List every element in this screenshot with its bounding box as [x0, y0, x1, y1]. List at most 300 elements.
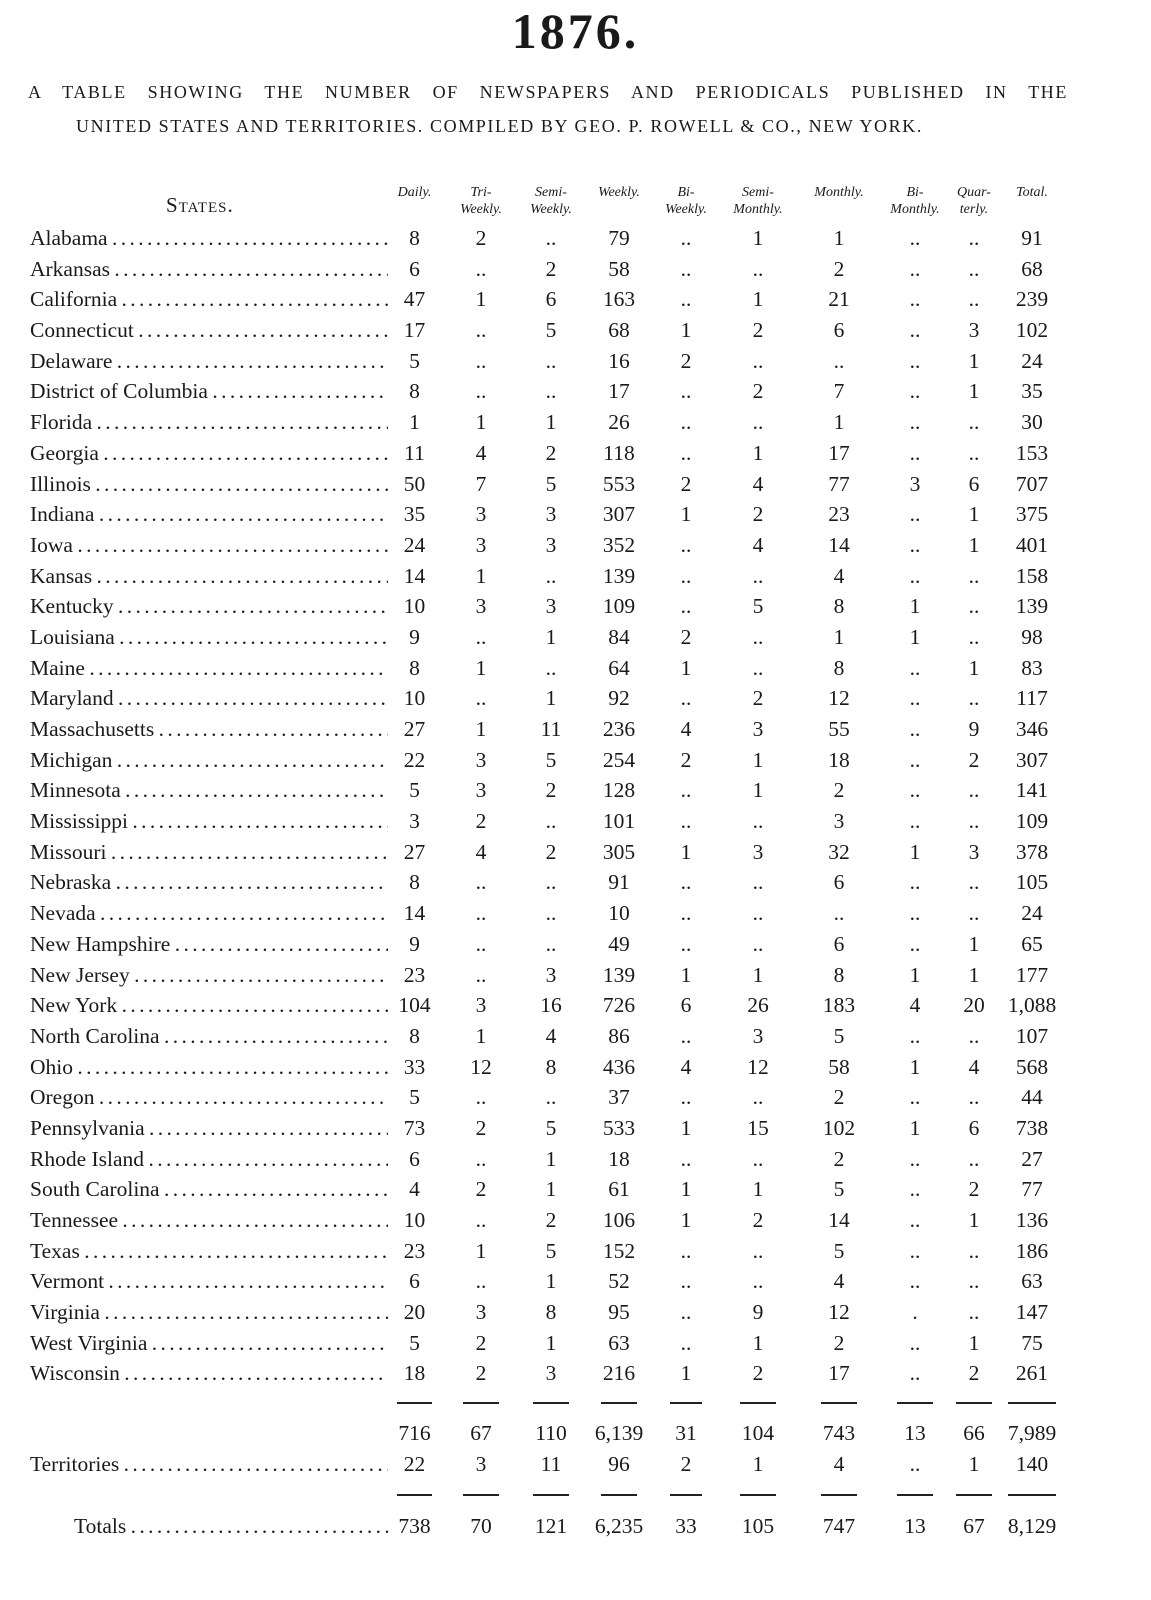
cell-col-6: 21: [828, 287, 850, 312]
cell-total: 153: [1015, 440, 1049, 465]
cell-total: 107: [1015, 1023, 1049, 1048]
cell-col-6: 55: [828, 717, 850, 741]
cell-col-0: 14: [403, 901, 426, 926]
cell-col-5: 3: [752, 839, 764, 864]
table-row: [0, 1174, 1151, 1205]
cell-total: 77: [1021, 1177, 1043, 1202]
cell-col-8: ..: [968, 1146, 980, 1171]
cell-col-7: 3: [909, 471, 921, 496]
cell-col-3: 52: [608, 1269, 630, 1294]
totals-row: [0, 1511, 1151, 1541]
cell-col-7: 1: [909, 1115, 921, 1140]
state-name: Delaware . . .: [30, 346, 388, 377]
cell-col-1: ..: [475, 686, 487, 711]
cell-col-7: ..: [909, 655, 921, 680]
cell-col-0: 104: [398, 993, 431, 1018]
cell-col-4: 31: [675, 1421, 697, 1445]
column-header: Semi- Monthly.: [733, 185, 783, 217]
cell-col-7: ..: [909, 1452, 921, 1476]
cell-col-8: 9: [968, 717, 980, 741]
rule-line: [1008, 1402, 1056, 1404]
cell-col-4: 2: [680, 624, 692, 649]
state-name: Rhode Island . . .: [30, 1144, 388, 1175]
table-row: [0, 469, 1151, 500]
cell-col-1: 3: [475, 747, 487, 772]
cell-total: 83: [1021, 655, 1043, 680]
cell-col-7: 1: [909, 839, 921, 864]
cell-col-2: 2: [545, 440, 557, 465]
cell-col-7: 1: [909, 1054, 921, 1079]
cell-col-8: 1: [968, 655, 980, 680]
cell-col-8: 1: [968, 348, 980, 373]
cell-col-5: 2: [752, 502, 764, 527]
cell-col-8: 1: [968, 379, 980, 404]
cell-col-3: 352: [602, 532, 636, 557]
state-name: Iowa . . .: [30, 530, 388, 561]
cell-col-6: 18: [828, 747, 850, 772]
table-row: [0, 837, 1151, 868]
cell-col-6: 183: [822, 993, 856, 1018]
cell-col-0: 8: [409, 379, 420, 404]
cell-col-7: ..: [909, 1330, 921, 1355]
cell-total: 117: [1016, 686, 1048, 711]
cell-col-8: 1: [968, 1452, 980, 1476]
state-name: District of Columbia . . .: [30, 376, 388, 407]
state-name: Kentucky . . .: [30, 591, 388, 622]
state-name: Maine . . .: [30, 653, 388, 684]
cell-col-3: 109: [602, 594, 636, 619]
cell-col-6: 7: [833, 379, 845, 404]
cell-col-4: 33: [675, 1514, 697, 1538]
cell-col-4: ..: [680, 440, 692, 465]
cell-col-7: 1: [909, 962, 921, 987]
cell-col-0: 716: [398, 1421, 431, 1445]
cell-col-1: ..: [475, 379, 487, 404]
cell-col-1: ..: [475, 624, 487, 649]
cell-col-7: 13: [904, 1514, 926, 1538]
cell-col-6: 2: [833, 1085, 845, 1110]
cell-col-5: 104: [741, 1421, 775, 1445]
state-name: Alabama . . .: [30, 223, 388, 254]
cell-col-1: 1: [475, 563, 487, 588]
cell-col-3: 726: [602, 993, 636, 1018]
cell-total: 24: [1021, 348, 1043, 373]
state-name: Louisiana . . .: [30, 622, 388, 653]
cell-col-3: 106: [602, 1208, 636, 1232]
cell-col-7: ..: [909, 348, 921, 373]
cell-col-8: 66: [963, 1421, 985, 1445]
cell-col-2: 11: [540, 717, 562, 741]
table-row: [0, 346, 1151, 377]
cell-col-0: 1: [409, 410, 420, 435]
cell-total: 738: [1015, 1115, 1049, 1140]
cell-col-7: ..: [909, 809, 921, 834]
state-name: New York . . .: [30, 990, 388, 1021]
cell-col-0: 9: [409, 624, 420, 649]
rule-line: [463, 1494, 499, 1496]
cell-col-7: ..: [909, 256, 921, 281]
cell-col-5: ..: [752, 1269, 764, 1294]
column-header: Bi- Weekly.: [665, 185, 707, 217]
state-name: South Carolina . . .: [30, 1174, 388, 1205]
cell-col-7: 1: [909, 624, 921, 649]
cell-col-8: 1: [968, 532, 980, 557]
cell-col-0: 8: [409, 655, 420, 680]
cell-col-4: ..: [680, 778, 692, 803]
cell-col-8: 1: [968, 931, 980, 956]
cell-col-4: 1: [680, 318, 692, 343]
cell-col-4: ..: [680, 686, 692, 711]
cell-col-8: ..: [968, 686, 980, 711]
cell-col-1: 4: [475, 839, 487, 864]
cell-col-2: 121: [534, 1514, 568, 1538]
state-name: Wisconsin . . .: [30, 1358, 388, 1389]
state-name: Arkansas . . .: [30, 254, 388, 285]
state-name: New Jersey . . .: [30, 960, 388, 991]
cell-col-0: 738: [398, 1514, 431, 1538]
cell-col-1: 12: [470, 1054, 492, 1079]
caption-line-2: UNITED STATES AND TERRITORIES. COMPILED BY GEO. P. ROWELL & CO., NEW YORK.: [76, 116, 923, 136]
cell-col-3: 118: [603, 440, 635, 465]
cell-col-2: 1: [545, 1146, 557, 1171]
cell-col-3: 37: [608, 1085, 630, 1110]
cell-col-4: ..: [680, 594, 692, 619]
cell-col-5: 5: [752, 594, 764, 619]
rule-line: [397, 1402, 432, 1404]
cell-col-7: ..: [909, 1085, 921, 1110]
cell-col-4: 6: [680, 993, 692, 1018]
cell-col-3: 17: [608, 379, 630, 404]
cell-col-4: 1: [680, 1115, 692, 1140]
cell-total: 65: [1021, 931, 1043, 956]
cell-col-5: 3: [752, 717, 764, 741]
cell-col-2: ..: [545, 655, 557, 680]
cell-col-5: ..: [752, 1146, 764, 1171]
row-label: Territories . . .: [30, 1449, 388, 1480]
state-name: Massachusetts . . .: [30, 714, 388, 745]
cell-col-3: 307: [602, 502, 636, 527]
cell-col-6: 5: [833, 1023, 845, 1048]
table-row: [0, 1144, 1151, 1175]
cell-col-5: ..: [752, 256, 764, 281]
cell-col-6: 17: [828, 1361, 850, 1386]
cell-col-0: 5: [409, 1085, 420, 1110]
cell-col-0: 22: [403, 1452, 426, 1476]
cell-col-6: 6: [833, 931, 845, 956]
cell-col-2: 1: [545, 624, 557, 649]
cell-col-8: ..: [968, 226, 980, 250]
cell-col-1: 2: [475, 1330, 487, 1355]
cell-total: 378: [1015, 839, 1049, 864]
cell-total: 24: [1021, 901, 1043, 926]
cell-col-3: 68: [608, 318, 630, 343]
rule-line: [740, 1402, 776, 1404]
cell-col-2: 8: [545, 1054, 557, 1079]
cell-col-0: 23: [403, 1238, 426, 1263]
cell-col-7: ..: [909, 870, 921, 895]
cell-col-5: 1: [752, 747, 764, 772]
cell-col-6: 58: [828, 1054, 850, 1079]
table-row: [0, 653, 1151, 684]
rule-line: [897, 1494, 933, 1496]
cell-col-5: ..: [752, 410, 764, 435]
cell-col-7: 13: [904, 1421, 926, 1445]
cell-col-3: 533: [602, 1115, 636, 1140]
cell-col-6: 1: [833, 226, 845, 250]
cell-col-6: 77: [828, 471, 850, 496]
cell-col-7: ..: [909, 717, 921, 741]
cell-col-5: ..: [752, 901, 764, 926]
cell-col-6: 4: [833, 1452, 845, 1476]
cell-total: 98: [1021, 624, 1043, 649]
cell-col-3: 163: [602, 287, 636, 312]
cell-col-0: 33: [403, 1054, 426, 1079]
table-row: [0, 1358, 1151, 1389]
cell-col-8: 4: [968, 1054, 980, 1079]
cell-col-7: ..: [909, 502, 921, 527]
cell-col-6: 17: [828, 440, 850, 465]
cell-col-8: 6: [968, 1115, 980, 1140]
table-row: [0, 775, 1151, 806]
table-row: [0, 960, 1151, 991]
cell-col-7: ..: [909, 686, 921, 711]
cell-col-6: 8: [833, 962, 845, 987]
cell-col-1: ..: [475, 901, 487, 926]
cell-col-6: 4: [833, 563, 845, 588]
cell-col-1: 1: [475, 1023, 487, 1048]
cell-total: 102: [1015, 318, 1049, 343]
cell-col-0: 10: [403, 594, 426, 619]
rule-line: [740, 1494, 776, 1496]
cell-col-6: ..: [833, 348, 845, 373]
table-row: [0, 499, 1151, 530]
cell-total: 63: [1021, 1269, 1043, 1294]
cell-col-3: 236: [602, 717, 636, 741]
cell-col-8: 2: [968, 1361, 980, 1386]
cell-col-5: 1: [752, 778, 764, 803]
cell-col-2: ..: [545, 348, 557, 373]
cell-col-1: 2: [475, 226, 487, 250]
table-row: [0, 867, 1151, 898]
cell-col-2: 3: [545, 1361, 557, 1386]
cell-col-1: ..: [475, 1146, 487, 1171]
rule-line: [821, 1494, 857, 1496]
cell-col-2: 11: [540, 1452, 562, 1476]
cell-col-5: ..: [752, 624, 764, 649]
cell-col-1: 2: [475, 1177, 487, 1202]
cell-col-5: 1: [752, 962, 764, 987]
cell-col-5: 4: [752, 532, 764, 557]
state-name: Vermont . . .: [30, 1266, 388, 1297]
cell-col-5: 9: [752, 1300, 764, 1325]
state-name: Minnesota . . .: [30, 775, 388, 806]
cell-total: 158: [1015, 563, 1049, 588]
cell-col-4: 2: [680, 348, 692, 373]
cell-col-1: 4: [475, 440, 487, 465]
cell-col-5: ..: [752, 348, 764, 373]
cell-col-2: 1: [545, 1177, 557, 1202]
cell-col-2: 3: [545, 594, 557, 619]
cell-col-6: 14: [828, 1208, 850, 1232]
cell-col-5: 1: [752, 1452, 764, 1476]
cell-col-5: ..: [752, 809, 764, 834]
cell-col-0: 22: [403, 747, 426, 772]
cell-col-4: 1: [680, 655, 692, 680]
cell-col-4: 2: [680, 747, 692, 772]
column-header: Semi- Weekly.: [530, 185, 572, 217]
cell-col-8: 2: [968, 1177, 980, 1202]
cell-col-2: 3: [545, 962, 557, 987]
cell-col-1: 1: [475, 1238, 487, 1263]
cell-col-6: 6: [833, 318, 845, 343]
cell-col-4: ..: [680, 1146, 692, 1171]
cell-col-4: ..: [680, 226, 692, 250]
cell-col-8: ..: [968, 901, 980, 926]
table-row: [0, 1113, 1151, 1144]
cell-col-2: 2: [545, 1208, 557, 1232]
cell-col-5: ..: [752, 655, 764, 680]
state-name: Pennsylvania . . .: [30, 1113, 388, 1144]
rule-line: [956, 1494, 992, 1496]
cell-col-3: 18: [608, 1146, 630, 1171]
cell-col-1: ..: [475, 1269, 487, 1294]
cell-col-8: 2: [968, 747, 980, 772]
cell-col-7: ..: [909, 532, 921, 557]
cell-col-5: 1: [752, 440, 764, 465]
cell-col-6: 8: [833, 594, 845, 619]
cell-col-7: ..: [909, 901, 921, 926]
table-row: [0, 284, 1151, 315]
cell-col-3: 63: [608, 1330, 630, 1355]
cell-col-1: 2: [475, 1361, 487, 1386]
cell-col-0: 35: [403, 502, 426, 527]
cell-col-1: 70: [470, 1514, 492, 1538]
cell-col-5: 2: [752, 1361, 764, 1386]
cell-col-3: 436: [602, 1054, 636, 1079]
table-row: [0, 745, 1151, 776]
cell-col-5: 12: [747, 1054, 769, 1079]
cell-col-7: .: [912, 1300, 918, 1325]
table-row: [0, 407, 1151, 438]
cell-col-0: 8: [409, 870, 420, 895]
cell-col-0: 50: [403, 471, 426, 496]
cell-col-0: 11: [404, 440, 425, 465]
cell-col-2: 16: [540, 993, 562, 1018]
row-label: Totals . . .: [74, 1511, 388, 1542]
table-row: [0, 806, 1151, 837]
cell-col-7: ..: [909, 1361, 921, 1386]
state-name: Illinois . . .: [30, 469, 388, 500]
cell-total: 141: [1015, 778, 1049, 803]
state-name: Virginia . . .: [30, 1297, 388, 1328]
cell-col-7: ..: [909, 747, 921, 772]
table-row: [0, 561, 1151, 592]
state-name: Ohio . . .: [30, 1052, 388, 1083]
cell-col-3: 95: [608, 1300, 630, 1325]
cell-col-8: ..: [968, 410, 980, 435]
cell-col-0: 27: [403, 839, 426, 864]
cell-col-0: 6: [409, 256, 420, 281]
cell-total: 35: [1021, 379, 1043, 404]
cell-col-8: ..: [968, 809, 980, 834]
cell-col-1: 1: [475, 410, 487, 435]
cell-col-8: ..: [968, 287, 980, 312]
cell-col-8: ..: [968, 624, 980, 649]
cell-col-4: ..: [680, 410, 692, 435]
cell-col-1: 1: [475, 655, 487, 680]
cell-col-7: ..: [909, 1023, 921, 1048]
cell-col-7: ..: [909, 1177, 921, 1202]
cell-col-6: 5: [833, 1177, 845, 1202]
state-name: Florida . . .: [30, 407, 388, 438]
cell-col-4: 1: [680, 1208, 692, 1232]
table-row: [0, 898, 1151, 929]
cell-total: 239: [1015, 287, 1049, 312]
cell-col-2: ..: [545, 870, 557, 895]
cell-col-8: ..: [968, 1238, 980, 1263]
cell-col-4: ..: [680, 1023, 692, 1048]
cell-col-6: 23: [828, 502, 850, 527]
cell-col-7: 4: [909, 993, 921, 1018]
column-header: Bi- Monthly.: [890, 185, 940, 217]
table-row: [0, 929, 1151, 960]
cell-col-3: 139: [602, 962, 636, 987]
cell-col-8: 3: [968, 318, 980, 343]
cell-col-8: 1: [968, 1208, 980, 1232]
state-name: Texas . . .: [30, 1236, 388, 1267]
state-name: California . . .: [30, 284, 388, 315]
cell-col-1: 1: [475, 717, 487, 741]
cell-col-2: 5: [545, 318, 557, 343]
cell-col-4: 1: [680, 1361, 692, 1386]
state-name: North Carolina . . .: [30, 1021, 388, 1052]
cell-col-2: 5: [545, 471, 557, 496]
cell-total: 27: [1021, 1146, 1043, 1171]
state-name: Maryland . . .: [30, 683, 388, 714]
cell-col-5: 26: [747, 993, 769, 1018]
state-name: Oregon . . .: [30, 1082, 388, 1113]
cell-col-4: ..: [680, 901, 692, 926]
cell-col-3: 79: [608, 226, 630, 250]
cell-col-0: 27: [403, 717, 426, 741]
cell-col-8: 1: [968, 1330, 980, 1355]
table-caption: [28, 82, 1068, 137]
table-row: [0, 438, 1151, 469]
cell-col-3: 61: [608, 1177, 630, 1202]
cell-total: 147: [1015, 1300, 1049, 1325]
cell-col-2: ..: [545, 563, 557, 588]
cell-col-1: 1: [475, 287, 487, 312]
cell-col-6: 2: [833, 778, 845, 803]
cell-col-3: 96: [608, 1452, 630, 1476]
cell-col-5: 105: [741, 1514, 775, 1538]
cell-col-0: 24: [403, 532, 426, 557]
table-row: [0, 1297, 1151, 1328]
cell-col-0: 18: [403, 1361, 426, 1386]
cell-col-6: 3: [833, 809, 845, 834]
cell-total: 91: [1021, 226, 1043, 250]
cell-total: 375: [1015, 502, 1049, 527]
cell-col-0: 17: [403, 318, 426, 343]
state-name: Georgia . . .: [30, 438, 388, 469]
cell-col-2: ..: [545, 226, 557, 250]
cell-col-1: 3: [475, 502, 487, 527]
cell-col-2: 8: [545, 1300, 557, 1325]
cell-col-6: 2: [833, 1330, 845, 1355]
cell-col-0: 23: [403, 962, 426, 987]
cell-col-0: 73: [403, 1115, 426, 1140]
cell-col-2: 110: [535, 1421, 567, 1445]
